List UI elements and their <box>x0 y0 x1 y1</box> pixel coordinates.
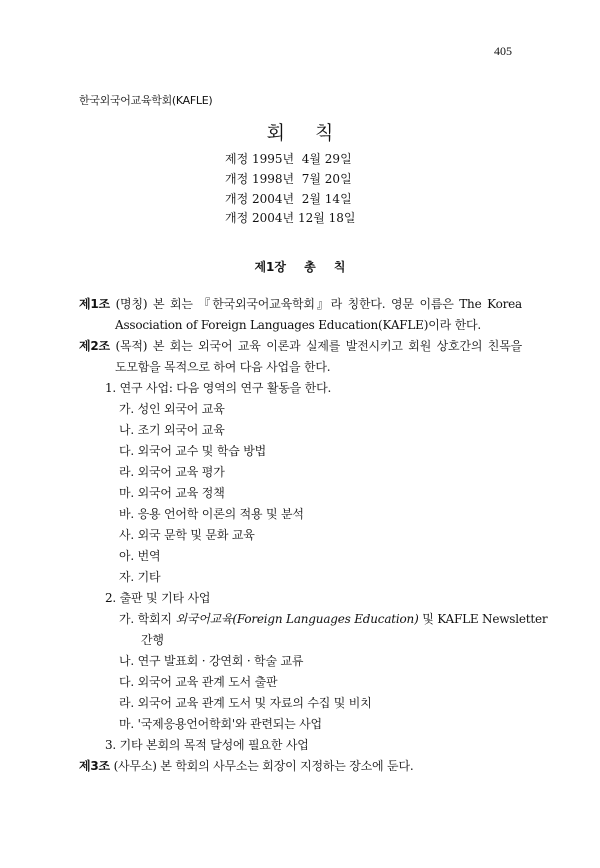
list-item: 나. 연구 발표회 · 강연회 · 학술 교류 <box>119 654 304 668</box>
revision-line: 제정 1995년 4월 29일 <box>225 152 352 166</box>
list-item: 다. 외국어 교육 관계 도서 출판 <box>119 675 278 689</box>
journal-title: 외국어교육(Foreign Languages Education) <box>175 612 419 626</box>
article-label: 제1조 <box>79 297 110 311</box>
list-item: 아. 번역 <box>119 549 161 563</box>
articles-body <box>79 294 548 777</box>
list-item: 가. 성인 외국어 교육 <box>119 402 225 416</box>
list-item-continuation: 간행 <box>141 633 164 647</box>
article-2-line-1 <box>79 336 522 357</box>
revision-line: 개정 2004년 12월 18일 <box>225 211 356 226</box>
page-title: 회칙 <box>266 122 364 144</box>
article-1-line-1 <box>79 294 522 315</box>
list-item: 마. '국제응용언어학회'와 관련되는 사업 <box>119 717 322 731</box>
list-item-suffix: 및 KAFLE Newsletter <box>418 612 548 626</box>
list-item: 라. 외국어 교육 관계 도서 및 자료의 수집 및 비치 <box>119 696 372 710</box>
article-3-line-1 <box>79 756 522 777</box>
society-name: 한국외국어교육학회(KAFLE) <box>79 94 213 107</box>
list-item: 사. 외국 문학 및 문화 교육 <box>119 528 255 542</box>
list-item: 라. 외국어 교육 평가 <box>119 465 225 479</box>
list-item-journal <box>79 609 548 630</box>
revision-line: 개정 2004년 2월 14일 <box>225 191 352 206</box>
article-1-line-2: Association of Foreign Languages Education(KAFLE)이라 한다. <box>115 318 482 332</box>
article-text: (사무소) 본 학회의 사무소는 회장이 지정하는 장소에 둔다. <box>113 759 414 773</box>
list-item: 마. 외국어 교육 정책 <box>119 486 225 500</box>
list-item-prefix: 가. 학회지 <box>119 612 176 626</box>
list-item: 다. 외국어 교수 및 학습 방법 <box>119 444 266 458</box>
article-text: (명칭) 본 회는 『한국외국어교육학회』라 칭한다. 영문 이름은 The Korea <box>115 297 522 311</box>
revision-line: 개정 1998년 7월 20일 <box>225 171 352 186</box>
chapter-heading: 제1장 총 칙 <box>254 260 346 274</box>
article-text: (목적) 본 회는 외국어 교육 이론과 실제를 발전시키고 회원 상호간의 친목을 <box>115 339 522 353</box>
article-2-line-2: 도모함을 목적으로 하여 다음 사업을 한다. <box>115 360 331 374</box>
revision-dates <box>225 150 355 229</box>
list-item: 나. 조기 외국어 교육 <box>119 423 225 437</box>
list-item: 바. 응용 언어학 이론의 적용 및 분석 <box>119 507 304 521</box>
page-number: 405 <box>494 44 512 58</box>
list-item: 자. 기타 <box>119 570 161 584</box>
list-item: 3. 기타 본회의 목적 달성에 필요한 사업 <box>105 738 309 752</box>
list-item: 2. 출판 및 기타 사업 <box>105 591 211 605</box>
list-item: 1. 연구 사업: 다음 영역의 연구 활동을 한다. <box>105 381 332 395</box>
article-label: 제3조 <box>79 759 110 773</box>
article-label: 제2조 <box>79 339 110 353</box>
